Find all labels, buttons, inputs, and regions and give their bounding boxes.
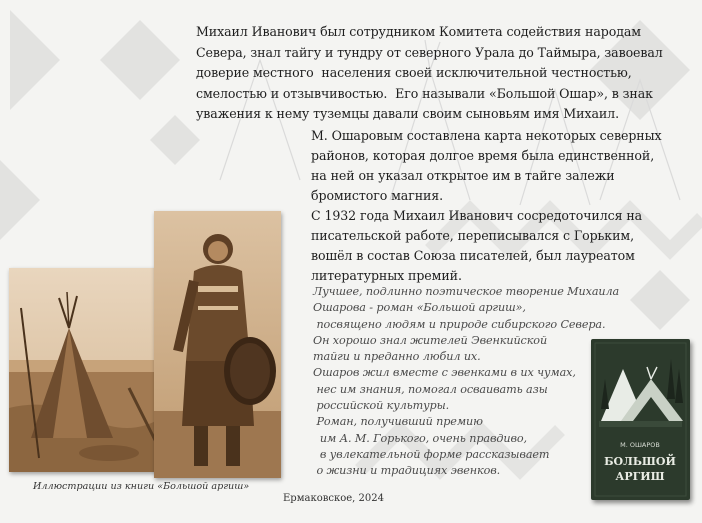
book-author: М. ОШАРОВ xyxy=(620,441,660,449)
intro-paragraph: Михаил Иванович был сотрудником Комитета содействия народам Севера, знал тайгу и тундру от северного Урала до Таймыра, завоевал доверие местного населения своей исключительной честностью, смелостью и отзывчивостью. Его называли «Большой Ошар», в знак уважения к нему туземцы давали своим сыновьям имя Михаил. xyxy=(196,24,663,122)
novel-quote: Лучшее, подлинно поэтическое творение Михаила Ошарова - роман «Большой аргиш», посвящено людям и природе сибирского Севера. Он хорошо знал жителей Эвенкийской тайги и преданно любил их. Ошаров жил вместе с эвенками в их чумах, нес им знания, помогал осваивать азы российской культуры. Роман, получивший премию им А. М. Горького, очень правдиво, в увлекательной форме рассказывает о жизни и традициях эвенков. xyxy=(313,285,620,478)
place-date: Ермаковское, 2024 xyxy=(283,493,384,504)
map-paragraph: М. Ошаровым составлена карта некоторых северных районов, которая долгое время была единственной, на ней он указал открытое им в тайге залежи бромистого магния. С 1932 года Михаил Иванович сосредоточился на писательской работе, переписывался с Горьким, вошёл в состав Союза писателей, был лауреатом литературных премий. xyxy=(311,128,662,283)
photo-chum-tent xyxy=(9,268,161,472)
book-title-line1: БОЛЬШОЙ xyxy=(604,455,676,468)
illustrations-caption: Иллюстрации из книги «Большой аргиш» xyxy=(33,481,250,492)
book-title-line2: АРГИШ xyxy=(615,470,665,483)
photo-evenk-man xyxy=(154,211,281,478)
book-cover xyxy=(591,339,690,500)
